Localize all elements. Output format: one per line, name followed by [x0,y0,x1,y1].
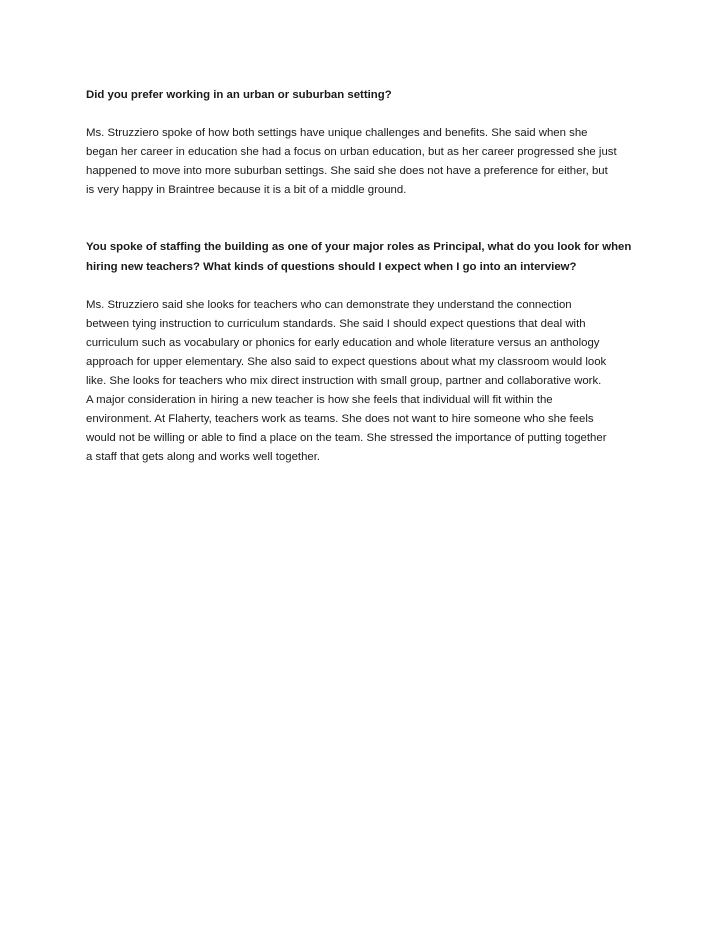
question-line: hiring new teachers? What kinds of questions should I expect when I go into an interview? [86,260,577,273]
answer-line: Ms. Struzziero said she looks for teachers who can demonstrate they understand the connection [86,298,572,311]
answer-line: began her career in education she had a focus on urban education, but as her career progressed she just [86,146,617,159]
answer-line: environment. At Flaherty, teachers work as teams. She does not want to hire someone who she feels [86,413,594,426]
answer-line: approach for upper elementary. She also said to expect questions about what my classroom would look [86,355,607,368]
answer-line: a staff that gets along and works well together. [86,451,321,464]
answer-line: A major consideration in hiring a new teacher is how she feels that individual will fit within the [86,394,553,407]
paragraph-spacer [86,105,654,124]
section-spacer [86,200,654,238]
answer-line: Ms. Struzziero spoke of how both settings have unique challenges and benefits. She said when she [86,127,588,140]
document-body [86,86,654,468]
answer-line: happened to move into more suburban settings. She said she does not have a preference for either, but [86,165,608,178]
question-urban-suburban [86,86,654,105]
answer-line: curriculum such as vocabulary or phonics for early education and whole literature versus an anthology [86,336,600,349]
answer-line: like. She looks for teachers who mix direct instruction with small group, partner and collaborative work. [86,375,602,388]
paragraph-spacer [86,277,654,296]
answer-staffing [86,296,654,468]
answer-line: would not be willing or able to find a place on the team. She stressed the importance of putting together [86,432,607,445]
answer-line: between tying instruction to curriculum standards. She said I should expect questions that deal with [86,317,586,330]
answer-line: is very happy in Braintree because it is a bit of a middle ground. [86,184,407,197]
question-line: You spoke of staffing the building as one of your major roles as Principal, what do you look for when [86,241,632,254]
question-staffing [86,238,654,276]
question-line: Did you prefer working in an urban or suburban setting? [86,89,392,101]
answer-urban-suburban [86,124,654,200]
